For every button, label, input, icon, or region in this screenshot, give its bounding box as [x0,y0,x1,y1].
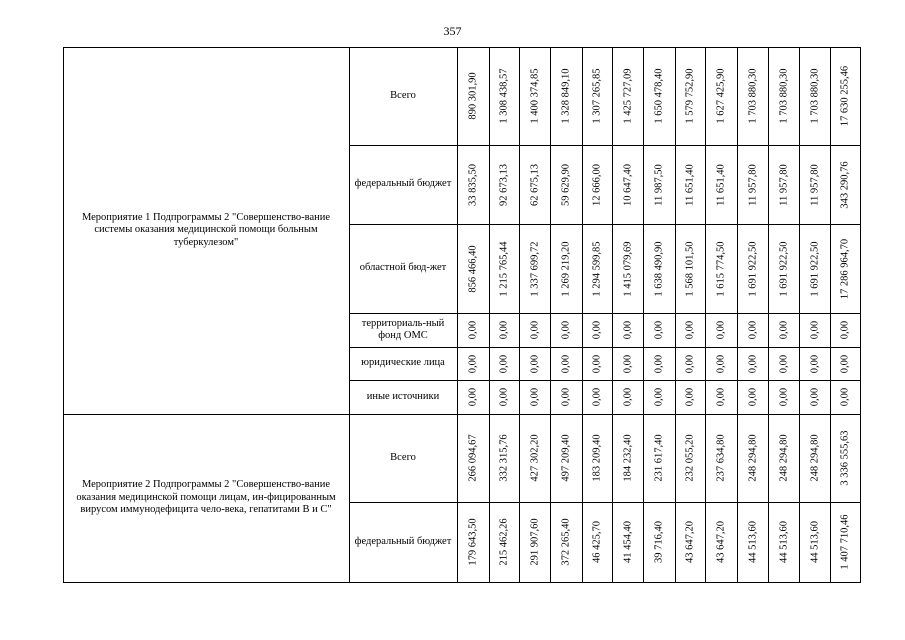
value-text: 11 987,50 [653,163,665,206]
value-text: 44 513,60 [778,521,789,563]
value-text: 3 336 555,63 [839,430,851,486]
value-text: 248 294,80 [809,434,820,482]
value-text: 44 513,60 [747,521,758,563]
value-text: 1 337 699,72 [529,240,540,297]
value-text: 11 957,80 [809,163,820,206]
value-text: 0,00 [591,387,603,407]
value-text: 1 425 727,09 [622,68,633,124]
col-border [675,47,676,583]
value-text: 1 215 765,44 [498,240,510,297]
value-text: 0,00 [529,387,540,407]
col-border [612,47,613,583]
value-text: 291 907,60 [529,518,540,566]
col-border [489,47,490,583]
col-border [582,47,583,583]
value-text: 0,00 [467,387,479,407]
value-text: 46 425,70 [591,521,603,563]
col-border [860,47,861,583]
funding-source-label: юридические лица [361,357,445,369]
value-text: 0,00 [715,354,727,373]
value-text: 44 513,60 [809,521,820,563]
col-border [830,47,831,583]
value-text: 237 634,80 [715,434,727,482]
value-text: 1 579 752,90 [684,68,696,124]
value-text: 232 055,20 [684,434,696,482]
value-text: 1 627 425,90 [715,68,727,124]
value-text: 0,00 [529,354,540,373]
col-border [63,47,64,583]
value-text: 890 301,90 [467,72,479,120]
value-text: 266 094,67 [467,434,479,482]
value-text: 0,00 [653,320,665,340]
value-text: 0,00 [809,354,820,373]
funding-source-label: областной бюд-жет [359,262,447,274]
value-text: 1 415 079,69 [622,240,633,297]
value-text: 0,00 [622,320,633,340]
funding-source-label: федеральный бюджет [354,178,452,190]
value-text: 179 643,50 [467,518,479,566]
value-text: 0,00 [747,387,758,407]
value-text: 11 957,80 [747,163,758,206]
value-text: 1 328 849,10 [560,68,572,124]
value-text: 0,00 [498,387,510,407]
value-text: 0,00 [622,387,633,407]
value-text: 0,00 [715,320,727,340]
value-text: 39 716,40 [653,521,665,563]
value-text: 0,00 [684,387,696,407]
value-text: 17 286 964,70 [839,238,851,299]
value-text: 184 232,40 [622,434,633,482]
value-text: 33 835,50 [467,163,479,206]
value-text: 1 703 880,30 [778,68,789,124]
funding-source-label: Всего [390,89,416,101]
value-text: 10 647,40 [622,163,633,206]
value-text: 1 638 490,90 [653,240,665,297]
value-text: 1 703 880,30 [747,68,758,124]
value-text: 0,00 [467,320,479,340]
row-border [63,582,861,583]
value-text: 1 615 774,50 [715,240,727,297]
value-text: 0,00 [653,354,665,373]
col-border [550,47,551,583]
col-border [519,47,520,583]
value-text: 0,00 [498,320,510,340]
funding-source-label: федеральный бюджет [354,535,452,547]
col-border [768,47,769,583]
funding-source-label: иные источники [366,390,440,402]
col-border [799,47,800,583]
value-text: 1 294 599,85 [591,240,603,297]
value-text: 0,00 [591,354,603,373]
value-text: 332 315,76 [498,434,510,482]
col-border [349,47,350,583]
value-text: 41 454,40 [622,521,633,563]
col-border [643,47,644,583]
value-text: 11 651,40 [684,163,696,206]
value-text: 1 568 101,50 [684,240,696,297]
value-text: 1 703 880,30 [809,68,820,124]
value-text: 0,00 [560,320,572,340]
value-text: 59 629,90 [560,163,572,206]
value-text: 248 294,80 [747,434,758,482]
value-text: 0,00 [809,387,820,407]
value-text: 0,00 [747,320,758,340]
value-text: 1 691 922,50 [778,240,789,297]
value-text: 62 675,13 [529,163,540,206]
value-text: 0,00 [839,320,851,340]
value-text: 248 294,80 [778,434,789,482]
value-text: 0,00 [467,354,479,373]
value-text: 1 691 922,50 [809,240,820,297]
funding-source-label: Всего [390,451,416,463]
value-text: 11 957,80 [778,163,789,206]
value-text: 372 265,40 [560,518,572,566]
value-text: 0,00 [839,387,851,407]
value-text: 43 647,20 [715,521,727,563]
col-border [705,47,706,583]
value-text: 0,00 [778,320,789,340]
value-text: 343 290,76 [839,160,851,209]
col-border [737,47,738,583]
value-text: 0,00 [747,354,758,373]
value-text: 12 666,00 [591,163,603,206]
value-text: 17 630 255,46 [839,65,851,127]
value-text: 0,00 [591,320,603,340]
value-text: 0,00 [653,387,665,407]
value-text: 231 617,40 [653,434,665,482]
value-text: 0,00 [809,320,820,340]
value-text: 183 209,40 [591,434,603,482]
value-text: 215 462,26 [498,518,510,566]
value-text: 1 400 374,85 [529,68,540,124]
value-text: 1 308 438,57 [498,68,510,124]
value-text: 0,00 [839,354,851,373]
value-text: 0,00 [684,320,696,340]
funding-source-label: территориаль-ный фонд ОМС [361,317,445,341]
value-text: 0,00 [622,354,633,373]
value-text: 1 650 478,40 [653,68,665,124]
value-text: 0,00 [560,387,572,407]
value-text: 0,00 [778,387,789,407]
value-text: 92 673,13 [498,163,510,206]
activity-label: Мероприятие 1 Подпрограммы 2 "Совершенство-вание системы оказания медицинской помощи больным туберкулезом" [81,211,331,248]
value-text: 0,00 [684,354,696,373]
value-text: 11 651,40 [715,163,727,206]
value-text: 1 269 219,20 [560,240,572,297]
value-text: 0,00 [560,354,572,373]
value-text: 856 466,40 [467,244,479,293]
value-text: 1 407 710,46 [839,514,851,570]
value-text: 0,00 [529,320,540,340]
value-text: 497 209,40 [560,434,572,482]
value-text: 43 647,20 [684,521,696,563]
value-text: 0,00 [778,354,789,373]
value-text: 0,00 [715,387,727,407]
value-text: 1 691 922,50 [747,240,758,297]
col-border [457,47,458,583]
value-text: 0,00 [498,354,510,373]
page-number: 357 [443,24,462,38]
value-text: 427 302,20 [529,434,540,482]
activity-label: Мероприятие 2 Подпрограммы 2 "Совершенство-вание оказания медицинской помощи лицам, ин-фицированным вирусом иммунодефицита чело-века, гепатитами В и С" [76,479,336,516]
value-text: 1 307 265,85 [591,68,603,124]
